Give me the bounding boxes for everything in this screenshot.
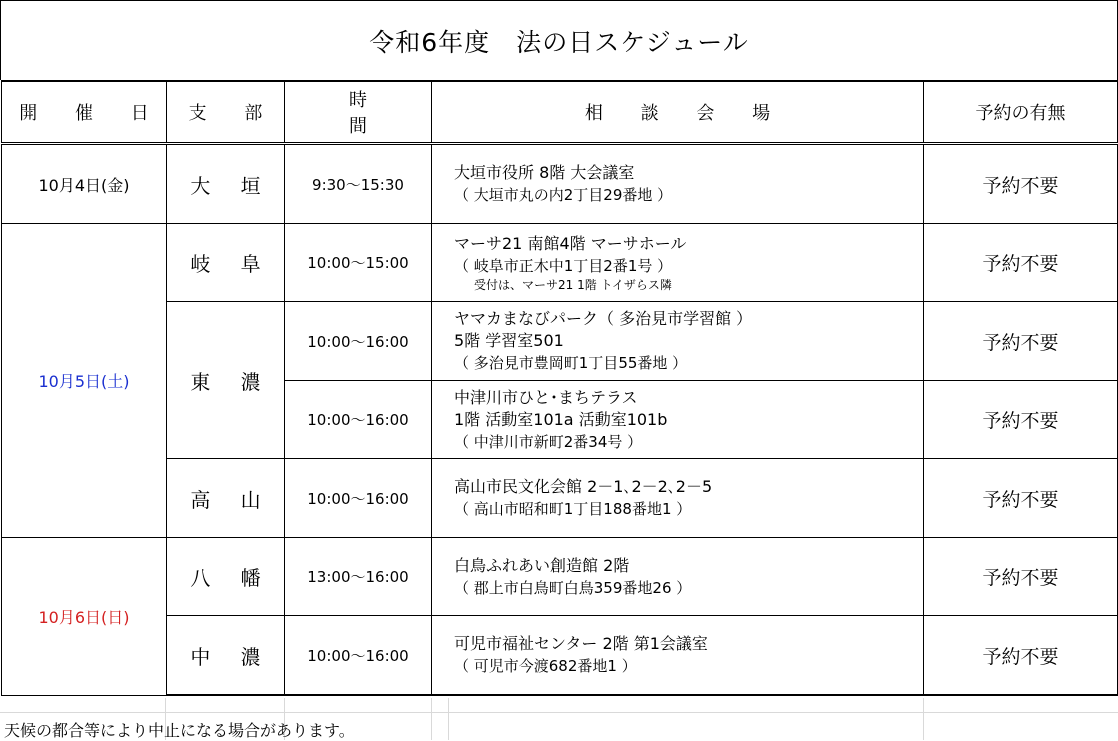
venue-cell	[432, 302, 924, 381]
venue-address: （ 可児市今渡682番地1 ）	[454, 657, 637, 676]
table-row	[2, 459, 1118, 538]
time-cell: 10:00～16:00	[285, 616, 432, 695]
venue-name: マーサ21 南館4階 マーサホール	[454, 233, 687, 253]
venue-address: （ 高山市昭和町1丁目188番地1 ）	[454, 500, 692, 519]
footer-note: 天候の都合等により中止になる場合があります。	[4, 721, 355, 740]
venue-address: （ 岐阜市正木中1丁目2番1号 ）	[454, 256, 673, 275]
reservation-cell: 予約不要	[924, 459, 1118, 538]
branch-cell: 高 山	[167, 459, 285, 538]
venue-cell	[432, 537, 924, 616]
date-cell: 10月5日(土)	[2, 223, 167, 537]
reservation-cell: 予約不要	[924, 537, 1118, 616]
table-row	[2, 537, 1118, 616]
branch-cell: 東 濃	[167, 302, 285, 459]
table-row	[2, 144, 1118, 224]
venue-name: 中津川市ひと･まちテラス	[454, 387, 638, 407]
time-cell: 10:00～16:00	[285, 380, 432, 459]
venue-cell	[432, 144, 924, 224]
venue-cell	[432, 223, 924, 302]
time-cell: 9:30～15:30	[285, 144, 432, 224]
venue-name: 可児市福祉センター 2階 第1会議室	[454, 634, 708, 654]
reservation-cell: 予約不要	[924, 616, 1118, 695]
table-row	[2, 302, 1118, 381]
venue-address: （ 多治見市豊岡町1丁目55番地 ）	[454, 354, 688, 373]
branch-cell: 八 幡	[167, 537, 285, 616]
header-date: 開 催 日	[2, 81, 167, 144]
reservation-cell: 予約不要	[924, 380, 1118, 459]
reservation-cell: 予約不要	[924, 302, 1118, 381]
venue-address: （ 郡上市白鳥町白鳥359番地26 ）	[454, 578, 692, 597]
time-cell: 10:00～15:00	[285, 223, 432, 302]
venue-name: ヤマカまなびパーク（ 多治見市学習館 ）	[454, 309, 753, 329]
schedule-table	[1, 80, 1118, 696]
venue-address: （ 大垣市丸の内2丁目29番地 ）	[454, 186, 673, 205]
reservation-cell: 予約不要	[924, 144, 1118, 224]
venue-name: 大垣市役所 8階 大会議室	[454, 163, 635, 183]
branch-cell: 大 垣	[167, 144, 285, 224]
time-cell: 10:00～16:00	[285, 302, 432, 381]
header-row	[2, 81, 1118, 144]
venue-cell	[432, 459, 924, 538]
venue-note: 受付は、マーサ21 1階 トイザらス隣	[474, 277, 672, 292]
branch-cell: 中 濃	[167, 616, 285, 695]
page-title: 令和6年度 法の日スケジュール	[0, 0, 1118, 80]
venue-name: 高山市民文化会館 2－1､2－2､2－5	[454, 477, 713, 497]
header-branch: 支 部	[167, 81, 285, 144]
date-cell: 10月6日(日)	[2, 537, 167, 695]
branch-cell: 岐 阜	[167, 223, 285, 302]
reservation-cell: 予約不要	[924, 223, 1118, 302]
venue-cell	[432, 616, 924, 695]
venue-address: （ 中津川市新町2番34号 ）	[454, 432, 643, 451]
venue-room: 5階 学習室501	[454, 331, 564, 351]
table-row	[2, 616, 1118, 695]
table-row	[2, 223, 1118, 302]
venue-name: 白鳥ふれあい創造館 2階	[454, 555, 630, 575]
footer	[0, 712, 1118, 741]
time-cell: 10:00～16:00	[285, 459, 432, 538]
venue-cell	[432, 380, 924, 459]
header-time: 時 間	[285, 81, 432, 144]
date-cell: 10月4日(金)	[2, 144, 167, 224]
header-venue: 相 談 会 場	[432, 81, 924, 144]
time-cell: 13:00～16:00	[285, 537, 432, 616]
header-reservation: 予約の有無	[924, 81, 1118, 144]
venue-room: 1階 活動室101a 活動室101b	[454, 409, 668, 429]
